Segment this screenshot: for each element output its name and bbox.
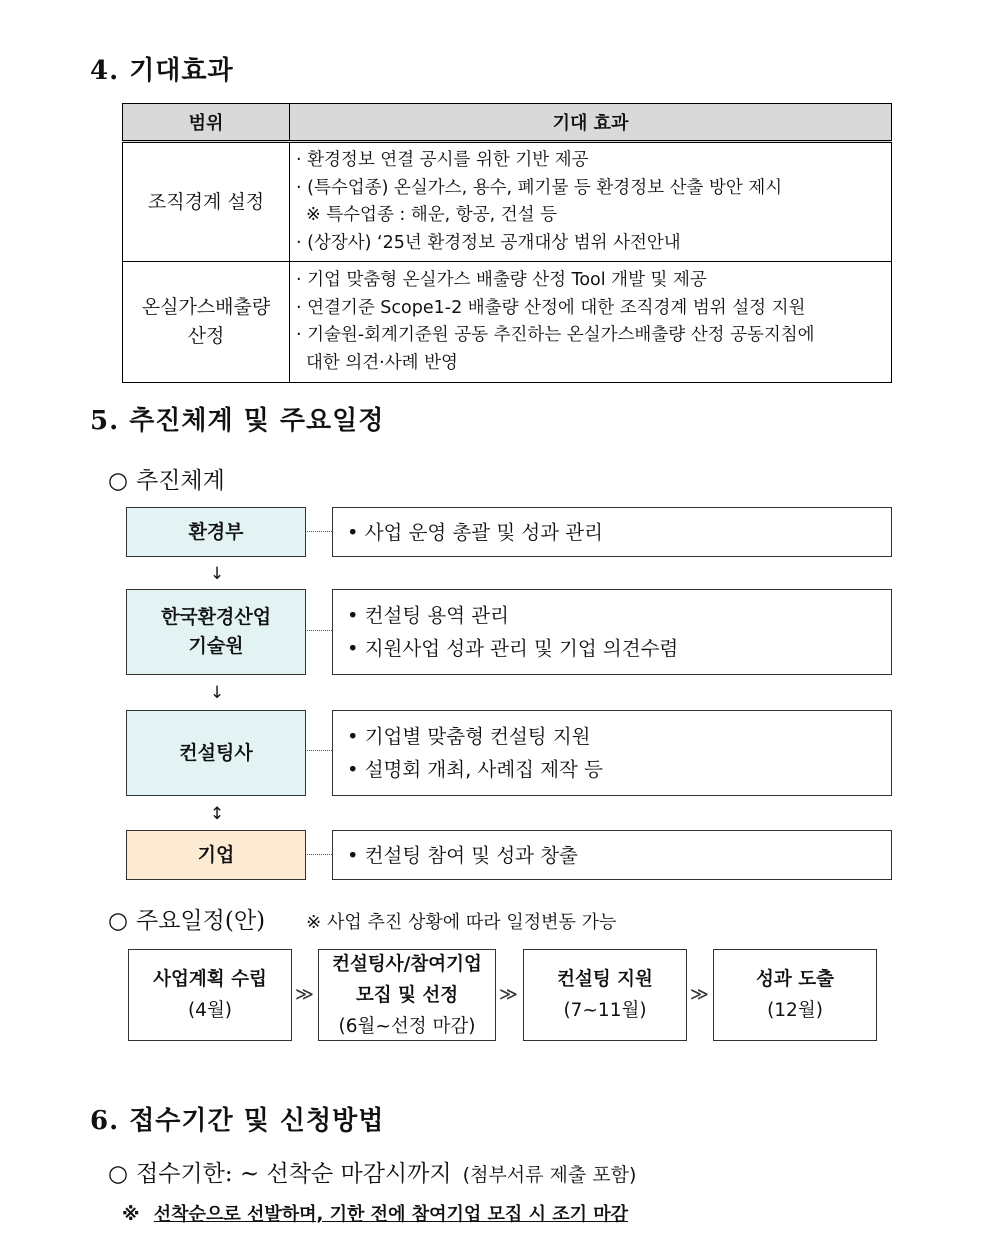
note-mark: ※ — [122, 1204, 140, 1225]
effect-note: ※ 특수업종 : 해운, 항공, 건설 등 — [306, 205, 558, 225]
role-box-ministry: • 사업 운영 총괄 및 성과 관리 — [332, 507, 892, 557]
org-box-ministry: 환경부 — [126, 507, 306, 557]
schedule-heading: ○ 주요일정(안) ※ 사업 추진 상황에 따라 일정변동 가능 — [108, 908, 617, 934]
schedule-step: 컨설팅 지원 (7~11월) — [523, 949, 687, 1041]
effect-item: · (상장사) ‘25년 환경정보 공개대상 범위 사전안내 — [296, 232, 681, 253]
table-header-effect: 기대 효과 — [290, 104, 892, 142]
row-scope: 조직경계 설정 — [123, 142, 290, 262]
arrow-down-icon: ↓ — [209, 564, 225, 584]
role-box-keiti: • 컨설팅 용역 관리 • 지원사업 성과 관리 및 기업 의견수렴 — [332, 589, 892, 675]
row-scope: 온실가스배출량 산정 — [123, 262, 290, 383]
effect-item: · (특수업종) 온실가스, 용수, 폐기물 등 환경정보 산출 방안 제시 — [296, 177, 783, 198]
arrow-down-icon: ↓ — [209, 683, 225, 703]
connector-line — [307, 854, 332, 855]
deadline-line: ○ 접수기한: ~ 선착순 마감시까지 (첨부서류 제출 포함) — [108, 1161, 637, 1187]
early-close-note: ※ 선착순으로 선발하며, 기한 전에 참여기업 모집 시 조기 마감 — [122, 1204, 629, 1225]
row-effects — [290, 262, 892, 383]
connector-line — [307, 630, 332, 631]
system-subtitle: ○ 추진체계 — [108, 468, 225, 494]
circle-bullet-icon: ○ — [108, 908, 129, 934]
effect-item: · 연결기준 Scope1-2 배출량 산정에 대한 조직경계 범위 설정 지원 — [296, 297, 806, 318]
role-box-consultant: • 기업별 맞춤형 컨설팅 지원 • 설명회 개최, 사례집 제작 등 — [332, 710, 892, 796]
org-box-consultant: 컨설팅사 — [126, 710, 306, 796]
chevron-right-icon: ≫ — [690, 984, 709, 1005]
connector-line — [307, 750, 332, 751]
effect-item-cont: 대한 의견·사례 반영 — [306, 352, 458, 373]
org-box-company: 기업 — [126, 830, 306, 880]
table-header-scope: 범위 — [123, 104, 290, 142]
table-row — [123, 142, 892, 262]
arrow-updown-icon: ↕ — [209, 804, 225, 824]
chevron-right-icon: ≫ — [499, 984, 518, 1005]
chevron-right-icon: ≫ — [295, 984, 314, 1005]
schedule-step: 성과 도출 (12월) — [713, 949, 877, 1041]
row-effects — [290, 142, 892, 262]
circle-bullet-icon: ○ — [108, 468, 129, 494]
schedule-note: ※ 사업 추진 상황에 따라 일정변동 가능 — [306, 912, 617, 933]
effect-item: · 기술원-회계기준원 공동 추진하는 온실가스배출량 산정 공동지침에 — [296, 325, 815, 345]
connector-line — [307, 531, 332, 532]
expected-effects-table — [122, 103, 892, 383]
section-5-title: 5. 추진체계 및 주요일정 — [90, 406, 385, 436]
role-box-company: • 컨설팅 참여 및 성과 창출 — [332, 830, 892, 880]
section-6-title: 6. 접수기간 및 신청방법 — [90, 1106, 385, 1136]
schedule-step: 컨설팅사/참여기업 모집 및 선정 (6월~선정 마감) — [318, 949, 496, 1041]
org-box-keiti: 한국환경산업 기술원 — [126, 589, 306, 675]
effect-item: · 기업 맞춤형 온실가스 배출량 산정 Tool 개발 및 제공 — [296, 270, 707, 290]
schedule-step: 사업계획 수립 (4월) — [128, 949, 292, 1041]
effect-item: · 환경정보 연결 공시를 위한 기반 제공 — [296, 150, 589, 170]
table-row — [123, 262, 892, 383]
circle-bullet-icon: ○ — [108, 1161, 129, 1187]
section-4-title: 4. 기대효과 — [90, 56, 234, 86]
